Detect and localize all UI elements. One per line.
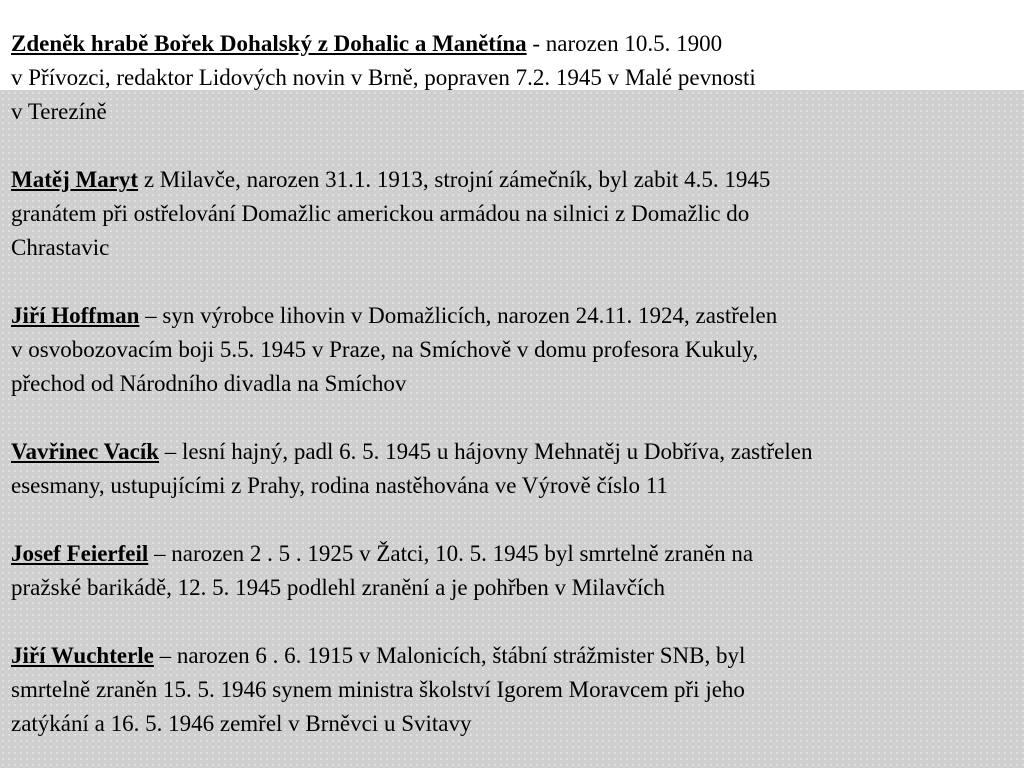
- entry-text-line: – narozen 2 . 5 . 1925 v Žatci, 10. 5. 1945 byl smrtelně zraněn na: [148, 541, 754, 566]
- entry-text-line: v osvobozovacím boji 5.5. 1945 v Praze, na Smíchově v domu profesora Kukuly,: [11, 337, 759, 362]
- document-body: [11, 27, 1017, 775]
- entry-text-line: esesmany, ustupujícími z Prahy, rodina nastěhována ve Výrově číslo 11: [11, 473, 668, 498]
- entry-text-line: zatýkání a 16. 5. 1946 zemřel v Brněvci u Svitavy: [11, 711, 472, 736]
- entry-text-line: v Přívozci, redaktor Lidových novin v Brně, popraven 7.2. 1945 v Malé pevnosti: [11, 65, 756, 90]
- entry-text-line: Chrastavic: [11, 235, 110, 260]
- entry-name: Josef Feierfeil: [11, 541, 149, 566]
- entry-name: Zdeněk hrabě Bořek Dohalský z Dohalic a Manětína: [11, 31, 527, 56]
- entry-wuchterle: [11, 639, 1017, 741]
- entry-name: Jiří Wuchterle: [11, 643, 154, 668]
- entry-name: Matěj Maryt: [11, 167, 139, 192]
- entry-text-line: - narozen 10.5. 1900: [526, 31, 723, 56]
- entry-text-line: – syn výrobce lihovin v Domažlicích, narozen 24.11. 1924, zastřelen: [139, 303, 778, 328]
- entry-text-line: pražské barikádě, 12. 5. 1945 podlehl zranění a je pohřben v Milavčích: [11, 575, 665, 600]
- entry-vacik: [11, 435, 1017, 503]
- entry-name: Jiří Hoffman: [11, 303, 140, 328]
- entry-hoffman: [11, 299, 1017, 401]
- entry-text-line: přechod od Národního divadla na Smíchov: [11, 371, 407, 396]
- entry-maryt: [11, 163, 1017, 265]
- entry-text-line: – lesní hajný, padl 6. 5. 1945 u hájovny Mehnatěj u Dobříva, zastřelen: [159, 439, 813, 464]
- entry-text-line: – narozen 6 . 6. 1915 v Malonicích, štábní strážmister SNB, byl: [153, 643, 746, 668]
- entry-text-line: smrtelně zraněn 15. 5. 1946 synem ministra školství Igorem Moravcem při jeho: [11, 677, 745, 702]
- entry-text-line: granátem při ostřelování Domažlic americkou armádou na silnici z Domažlic do: [11, 201, 750, 226]
- entry-name: Vavřinec Vacík: [11, 439, 160, 464]
- entry-text-line: z Milavče, narozen 31.1. 1913, strojní zámečník, byl zabit 4.5. 1945: [138, 167, 771, 192]
- entry-text-line: v Terezíně: [11, 99, 107, 124]
- entry-dohalsky: [11, 27, 1017, 129]
- entry-feierfeil: [11, 537, 1017, 605]
